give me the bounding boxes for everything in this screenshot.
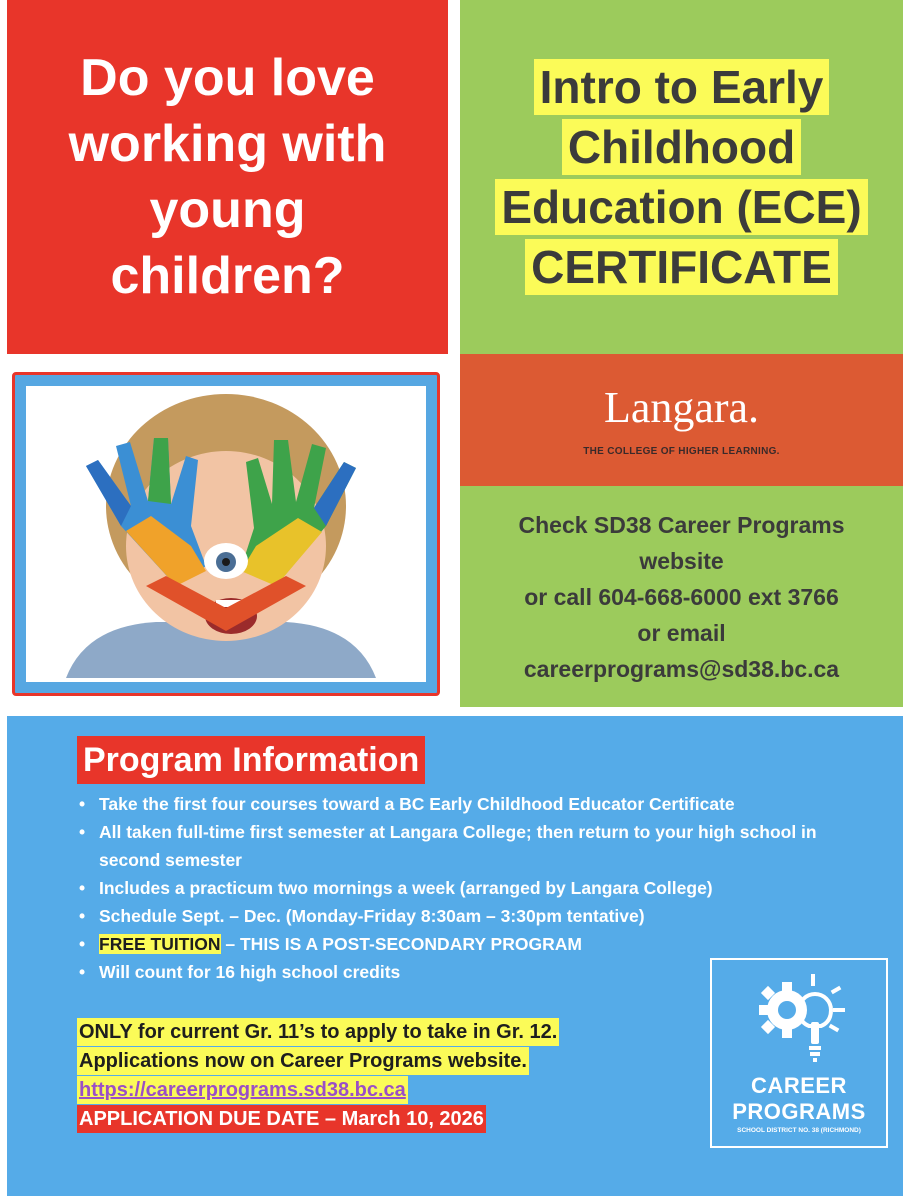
application-block bbox=[77, 1018, 559, 1134]
career-programs-logo bbox=[710, 958, 888, 1148]
tuition-note: – THIS IS A POST-SECONDARY PROGRAM bbox=[220, 934, 582, 954]
program-info-heading: Program Information bbox=[77, 736, 425, 784]
title-line: Education (ECE) bbox=[495, 179, 867, 235]
program-bullet-list bbox=[77, 790, 877, 986]
title-line: CERTIFICATE bbox=[525, 239, 838, 295]
child-photo-illustration bbox=[26, 386, 416, 678]
eligibility-note: ONLY for current Gr. 11’s to apply to take in Gr. 12. bbox=[77, 1018, 559, 1046]
career-programs-link[interactable]: https://careerprograms.sd38.bc.ca bbox=[77, 1076, 408, 1104]
question-panel bbox=[7, 0, 448, 354]
contact-line: or email bbox=[637, 619, 726, 646]
child-painted-hands-photo bbox=[26, 386, 426, 682]
contact-phone: or call 604-668-6000 ext 3766 bbox=[524, 583, 839, 610]
langara-logo-text: Langara. bbox=[603, 382, 760, 432]
contact-line: website bbox=[639, 547, 724, 574]
question-line: Do you love bbox=[80, 49, 375, 107]
list-item-tuition bbox=[77, 930, 877, 958]
list-item: • All taken full-time first semester at Langara College; then return to your high school in second semester bbox=[77, 818, 877, 874]
applications-note: Applications now on Career Programs website. bbox=[77, 1047, 529, 1075]
program-info-panel bbox=[7, 716, 903, 1196]
contact-line: Check SD38 Career Programs bbox=[518, 511, 845, 538]
career-logo-subtitle: SCHOOL DISTRICT NO. 38 (RICHMOND) bbox=[737, 1127, 861, 1134]
free-tuition-highlight: FREE TUITION bbox=[99, 934, 221, 954]
career-logo-word: PROGRAMS bbox=[732, 1099, 866, 1124]
list-item: • Schedule Sept. – Dec. (Monday-Friday 8:30am – 3:30pm tentative) bbox=[77, 902, 877, 930]
langara-logo-panel bbox=[460, 354, 903, 486]
question-headline bbox=[38, 45, 418, 309]
question-line: young bbox=[149, 181, 306, 239]
photo-frame bbox=[12, 372, 440, 696]
title-line: Intro to Early bbox=[534, 59, 830, 115]
question-line: children? bbox=[110, 247, 345, 305]
list-item: • Will count for 16 high school credits bbox=[77, 958, 877, 986]
contact-panel bbox=[460, 486, 903, 707]
due-date-banner: APPLICATION DUE DATE – March 10, 2026 bbox=[77, 1105, 486, 1133]
question-line: working with bbox=[68, 115, 387, 173]
contact-email[interactable]: careerprograms@sd38.bc.ca bbox=[523, 655, 840, 682]
career-logo-word: CAREER bbox=[751, 1073, 847, 1098]
list-item: • Take the first four courses toward a BC Early Childhood Educator Certificate bbox=[77, 790, 877, 818]
title-line: Childhood bbox=[562, 119, 801, 175]
list-item: • Includes a practicum two mornings a week (arranged by Langara College) bbox=[77, 874, 877, 902]
gear-lightbulb-icon bbox=[749, 968, 849, 1068]
langara-tagline: THE COLLEGE OF HIGHER LEARNING. bbox=[583, 445, 780, 457]
title-panel bbox=[460, 0, 903, 354]
